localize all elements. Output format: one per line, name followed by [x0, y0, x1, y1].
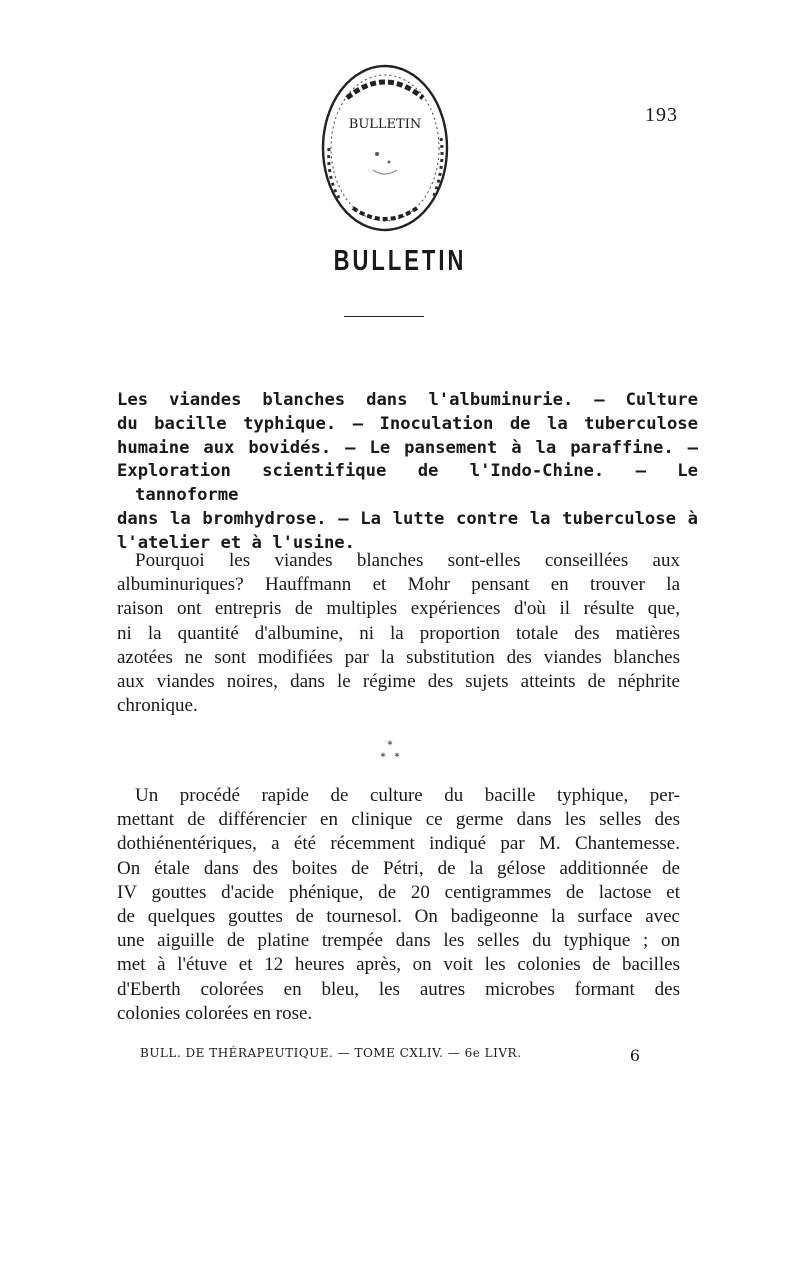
- paragraph-line: chronique.: [117, 695, 198, 717]
- page-number: 193: [645, 104, 678, 126]
- summary-line: Exploration scientifique de l'Indo-Chine. — Le tannoforme: [117, 461, 698, 506]
- stamp-text: BULLETIN: [348, 117, 422, 132]
- paragraph-line: colonies colorées en rose.: [117, 1002, 313, 1024]
- svg-text:*: *: [387, 740, 393, 751]
- library-stamp: [315, 58, 455, 238]
- paragraph-line: met à l'étuve et 12 heures après, on voit les colonies de bacilles: [117, 954, 680, 976]
- svg-text:*: *: [394, 752, 400, 763]
- paragraph-typhoid-culture: [117, 784, 680, 1026]
- paragraph-line: IV gouttes d'acide phénique, de 20 centigrammes de lactose et: [117, 881, 680, 903]
- summary-line: du bacille typhique. — Inoculation de la tuberculose: [117, 413, 698, 434]
- svg-text:*: *: [380, 752, 386, 763]
- paragraph-line: aux viandes noires, dans le régime des sujets atteints de néphrite: [117, 671, 680, 693]
- asterism-divider-icon: [370, 738, 410, 764]
- summary-line: l'atelier et à l'usine.: [117, 532, 355, 553]
- signature-mark: 6: [629, 1046, 640, 1065]
- paragraph-line: dothiénentériques, a été récemment indiqué par M. Chantemesse.: [117, 833, 680, 855]
- paragraph-line: albuminuriques? Hauffmann et Mohr pensant en trouver la: [117, 574, 680, 596]
- summary-line: humaine aux bovidés. — Le pansement à la paraffine. —: [117, 437, 698, 458]
- paragraph-line: mettant de différencier en clinique ce germe dans les selles des: [117, 809, 680, 831]
- running-footer: BULL. DE THÉRAPEUTIQUE. — TOME CXLIV. — 6e LIVR.: [140, 1046, 522, 1060]
- heading-rule: [344, 316, 424, 317]
- stamp-seal-icon: [315, 58, 455, 238]
- paragraph-line: raison ont entrepris de multiples expériences d'où il résulte que,: [117, 598, 680, 620]
- page-footer: [140, 1046, 640, 1065]
- summary-line: Les viandes blanches dans l'albuminurie. — Culture: [117, 390, 698, 410]
- paragraph-white-meat: [117, 549, 680, 718]
- paragraph-line: ni la quantité d'albumine, ni la proportion totale des matières: [117, 622, 680, 644]
- summary-line: dans la bromhydrose. — La lutte contre la tuberculose à: [117, 508, 698, 529]
- paragraph-line: Pourquoi les viandes blanches sont-elles conseillées aux: [135, 550, 680, 571]
- paragraph-line: d'Eberth colorées en bleu, les autres microbes formant des: [117, 978, 680, 1000]
- paragraph-line: une aiguille de platine trempée dans les selles du typhique ; on: [117, 930, 680, 952]
- section-heading: BULLETIN: [333, 244, 467, 277]
- paragraph-line: azotées ne sont modifiées par la substitution des viandes blanches: [117, 646, 680, 668]
- paragraph-line: On étale dans des boites de Pétri, de la gélose additionnée de: [117, 857, 680, 879]
- paragraph-line: Un procédé rapide de culture du bacille typhique, per-: [135, 785, 680, 806]
- paragraph-line: de quelques gouttes de tournesol. On badigeonne la surface avec: [117, 906, 680, 928]
- summary-block: [117, 389, 698, 556]
